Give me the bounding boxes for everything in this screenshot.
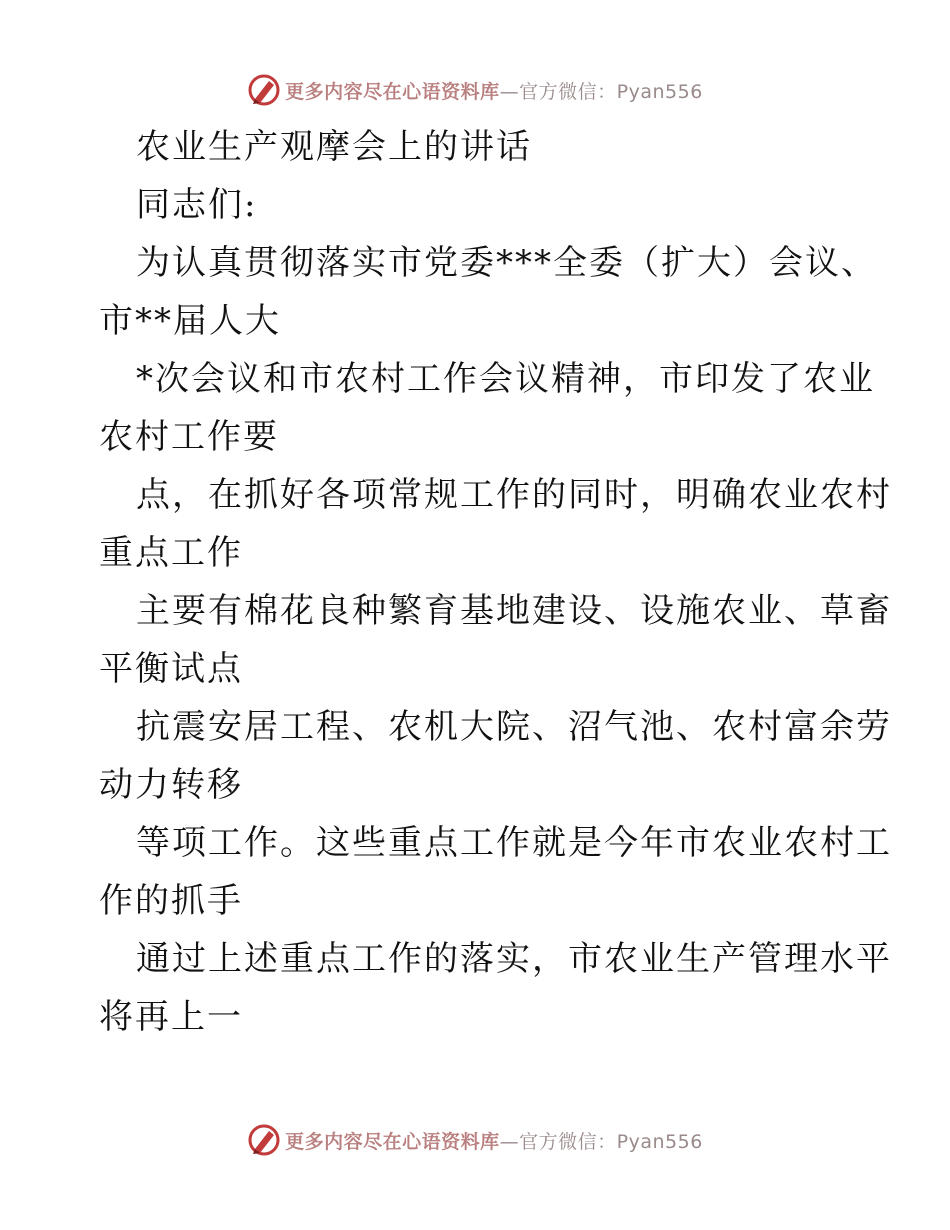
header-banner: [0, 70, 950, 110]
footer-banner-contact: —官方微信：Pyan556: [499, 1130, 703, 1153]
paragraph-line: 将再上一: [99, 997, 243, 1037]
footer-banner-text: [285, 1127, 703, 1154]
paragraph-line: 农村工作要: [99, 417, 279, 457]
header-banner-contact: —官方微信：Pyan556: [499, 80, 703, 103]
document-body: [99, 118, 892, 1046]
paragraph-line: 通过上述重点工作的落实，市农业生产管理水平: [136, 939, 892, 979]
paragraph-line: 为认真贯彻落实市党委***全委（扩大）会议、: [136, 243, 877, 283]
paragraph-line: 作的抓手: [99, 881, 243, 921]
paragraph-line: 市**届人大: [99, 301, 281, 341]
salutation: 同志们:: [136, 185, 258, 225]
paragraph-line: 点，在抓好各项常规工作的同时，明确农业农村: [136, 475, 892, 515]
paragraph-line: 平衡试点: [99, 649, 243, 689]
document-title: 农业生产观摩会上的讲话: [136, 127, 532, 167]
paragraph-line: 动力转移: [99, 765, 243, 805]
pen-circle-logo-icon: [247, 1123, 281, 1157]
footer-banner-title: 更多内容尽在心语资料库: [285, 1130, 500, 1153]
paragraph-line: 重点工作: [99, 533, 243, 573]
header-banner-text: [285, 77, 703, 104]
footer-banner: [0, 1120, 950, 1160]
paragraph-line: 主要有棉花良种繁育基地建设、设施农业、草畜: [136, 591, 892, 631]
pen-circle-logo-icon: [247, 73, 281, 107]
paragraph-line: 抗震安居工程、农机大院、沼气池、农村富余劳: [136, 707, 892, 747]
paragraph-line: *次会议和市农村工作会议精神，市印发了农业: [136, 359, 875, 399]
paragraph-line: 等项工作。这些重点工作就是今年市农业农村工: [136, 823, 892, 863]
header-banner-title: 更多内容尽在心语资料库: [285, 80, 500, 103]
